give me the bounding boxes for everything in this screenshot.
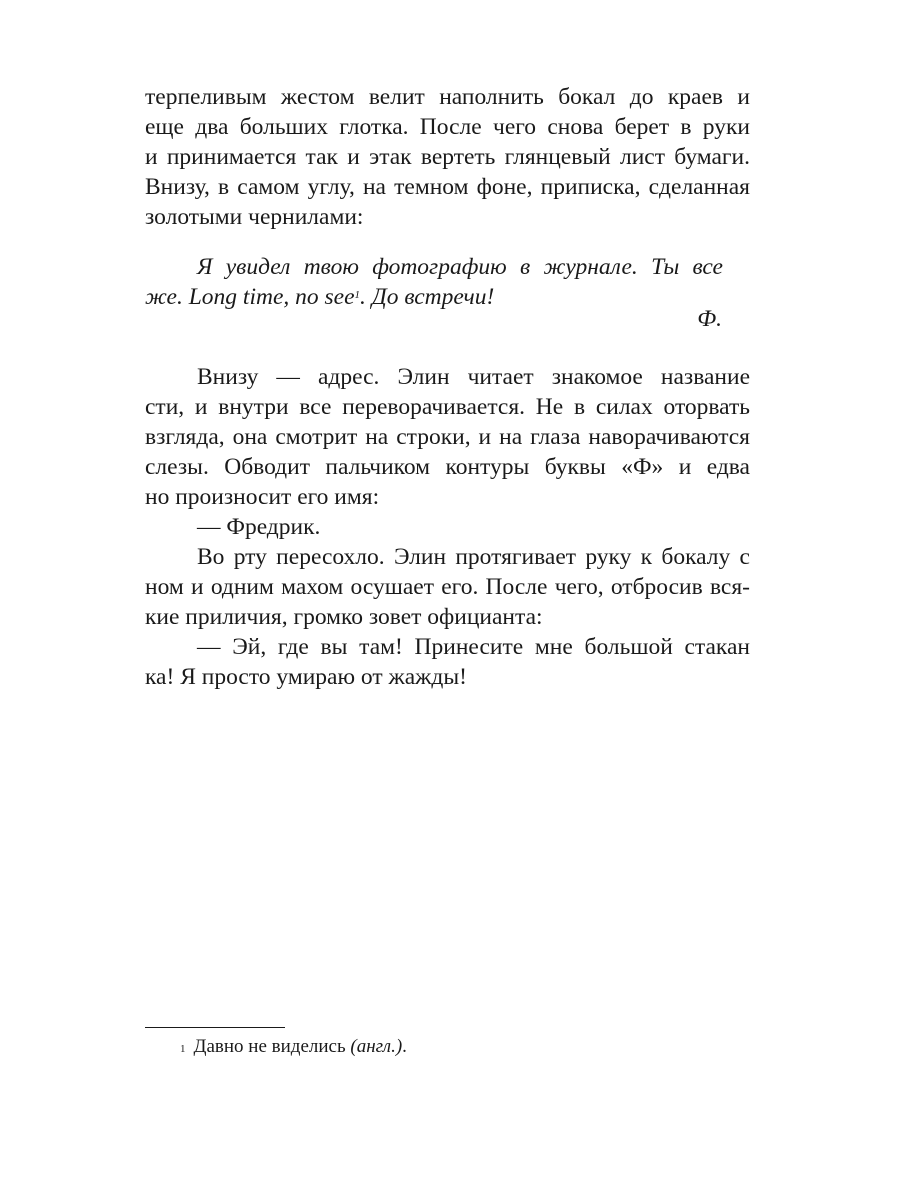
paragraph-line: взгляда, она смотрит на строки, и на глаза наворачиваются [145, 424, 750, 450]
paragraph-line: но произносит его имя: [145, 484, 380, 510]
card-inscription [145, 252, 723, 312]
quote-text: же. Long time, no see [145, 284, 355, 310]
paragraph-line: золотыми чернилами: [145, 204, 364, 230]
body-text [145, 362, 750, 692]
paragraph-line: еще два больших глотка. После чего снова берет в руки [145, 114, 750, 140]
dialogue-line: ка! Я просто умираю от жажды! [145, 664, 467, 690]
footnote-end: . [402, 1036, 407, 1057]
footnote [180, 1034, 407, 1060]
paragraph-line: кие приличия, громко зовет официанта: [145, 604, 543, 630]
paragraph-line: Внизу — адрес. Элин читает знакомое название [197, 364, 750, 390]
paragraph-1 [145, 82, 750, 232]
footnote-text: Давно не виделись [193, 1036, 351, 1057]
footnote-divider [145, 1027, 285, 1028]
footnote-reference: 1 [354, 289, 361, 301]
paragraph-line: слезы. Обводит пальчиком контуры буквы «Ф» и едва [145, 454, 750, 480]
dialogue-line: — Эй, где вы там! Принесите мне большой стакан [197, 634, 750, 660]
paragraph-line: сти, и внутри все переворачивается. Не в силах оторвать [145, 394, 750, 420]
paragraph-line: ном и одним махом осушает его. После чего, отбросив вся- [145, 574, 750, 600]
quote-text: . До встречи! [360, 284, 495, 310]
footnote-language: (англ.) [350, 1036, 403, 1057]
paragraph-line: Внизу, в самом углу, на темном фоне, приписка, сделанная [145, 174, 750, 200]
footnote-mark: 1 [180, 1043, 186, 1055]
quote-line: Я увидел твою фотографию в журнале. Ты все [197, 254, 723, 280]
paragraph-line: терпеливым жестом велит наполнить бокал до краев и [145, 84, 750, 110]
paragraph-line: Во рту пересохло. Элин протягивает руку к бокалу с [197, 544, 750, 570]
signature: Ф. [697, 306, 722, 332]
paragraph-line: и принимается так и этак вертеть глянцевый лист бумаги. [145, 144, 750, 170]
dialogue-line: — Фредрик. [197, 514, 321, 540]
